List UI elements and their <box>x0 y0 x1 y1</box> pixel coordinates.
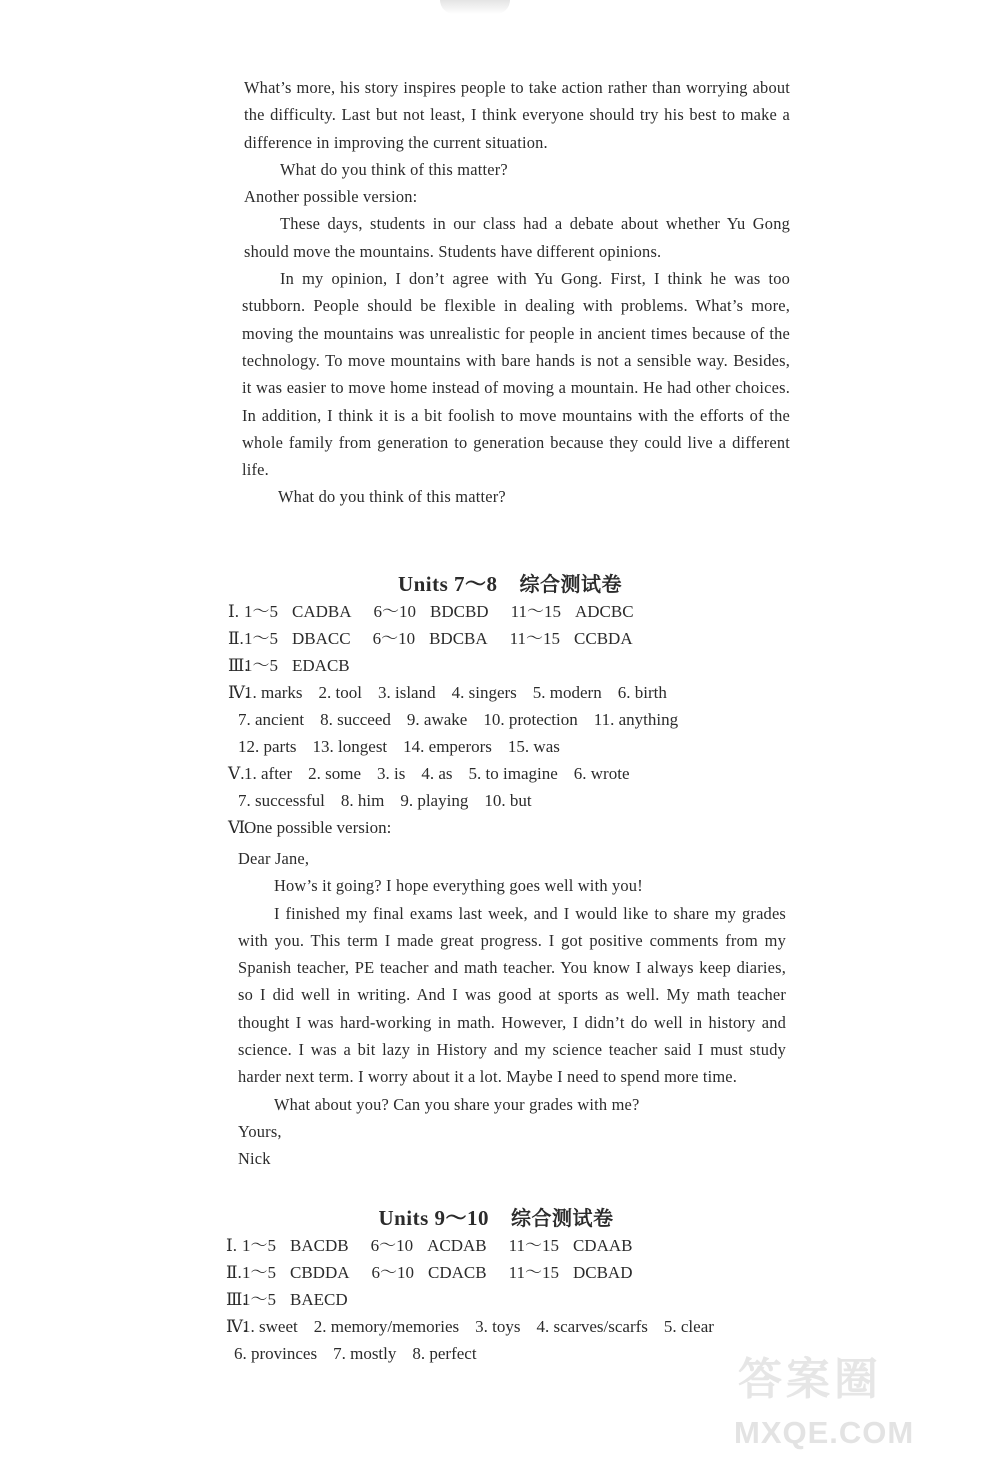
watermark-logo <box>722 1343 972 1463</box>
test78-section-4: Ⅳ.1. marks 2. tool 3. island 4. singers 5. modern 6. birth <box>228 683 667 702</box>
test910-section-4-line2: 6. provinces 7. mostly 8. perfect <box>234 1344 477 1363</box>
letter-greeting: Dear Jane, <box>238 849 310 868</box>
units-7-8-title-cn: 综合测试卷 <box>519 572 623 596</box>
test910-section-2: Ⅱ.1～5 CBDDA 6～10 CDACB 11～15 DCBAD <box>226 1263 633 1282</box>
test78-section-6: Ⅵ.One possible version: <box>228 818 392 837</box>
essay1-paragraph: What’s more, his story inspires people to take action rather than worrying about the difficulty. Last but not least, I think everyone should try his best to make a difference in improving the current situation. <box>244 78 790 152</box>
essay1-closing: What do you think of this matter? <box>280 159 508 179</box>
test78-section-4-line2: 7. ancient 8. succeed 9. awake 10. protection 11. anything <box>238 710 679 729</box>
units-7-8-answers <box>228 598 828 841</box>
test78-section-1: Ⅰ. 1～5 CADBA 6～10 BDCBD 11～15 ADCBC <box>228 602 634 621</box>
test910-section-4: Ⅳ.1. sweet 2. memory/memories 3. toys 4. scarves/scarfs 5. clear <box>226 1317 714 1336</box>
watermark-cn: 答案圈 <box>738 1354 882 1405</box>
units-9-10-heading <box>0 1202 1000 1232</box>
units-9-10-title-cn: 综合测试卷 <box>511 1206 614 1230</box>
letter-line1: How’s it going? I hope everything goes well with you! <box>274 876 643 896</box>
essay2-label: Another possible version: <box>244 187 418 207</box>
letter-name: Nick <box>238 1149 271 1169</box>
test910-section-3: Ⅲ.1～5 BAECD <box>226 1290 348 1309</box>
letter-sign-off: Yours, <box>238 1121 282 1141</box>
essay2-paragraph1: These days, students in our class had a debate about whether Yu Gong should move the mountains. Students have different opinions. <box>244 214 790 261</box>
test78-section-2: Ⅱ.1～5 DBACC 6～10 BDCBA 11～15 CCBDA <box>228 629 633 648</box>
letter-question: What about you? Can you share your grades with me? <box>274 1094 640 1114</box>
page-top-mark <box>440 0 510 14</box>
watermark-url: MXQE.COM <box>734 1415 915 1450</box>
test78-section-4-line3: 12. parts 13. longest 14. emperors 15. was <box>238 737 560 756</box>
units-9-10-title: Units 9～10 <box>378 1206 490 1230</box>
test910-section-1: Ⅰ. 1～5 BACDB 6～10 ACDAB 11～15 CDAAB <box>226 1236 633 1255</box>
units-7-8-title: Units 7～8 <box>397 572 498 596</box>
letter <box>0 845 1000 1173</box>
essay2-closing: What do you think of this matter? <box>278 487 506 507</box>
essay2-paragraph2: In my opinion, I don’t agree with Yu Gong. First, I think he was too stubborn. People should be flexible in dealing with problems. What’s more, moving the mountains was unrealistic for people in ancient times because of the technology. To move mountains with bare hands is not a sensible way. Besides, it was easier to move home instead of moving a mountain. He had other choices. In addition, I think it is a bit foolish to move mountains with the efforts of the whole family from generation to generation because they could live a different life. <box>242 269 790 480</box>
letter-body: I finished my final exams last week, and I would like to share my grades with you. This term I made great progress. I got positive comments from my Spanish teacher, PE teacher and math teacher. You know I always keep diaries, so I did well in writing. And I was good at sports as well. My math teacher thought I was hard-working in math. However, I didn’t do well in history and science. I was a bit lazy in History and my science teacher said I must study harder next term. I worry about it a lot. Maybe I need to spend more time. <box>238 903 786 1087</box>
test78-section-5-line2: 7. successful 8. him 9. playing 10. but <box>238 791 532 810</box>
test78-section-5: Ⅴ.1. after 2. some 3. is 4. as 5. to imagine 6. wrote <box>228 764 630 783</box>
essay1-tail <box>0 74 1000 511</box>
test78-section-3: Ⅲ.1～5 EDACB <box>228 656 350 675</box>
units-7-8-heading <box>0 568 1000 598</box>
